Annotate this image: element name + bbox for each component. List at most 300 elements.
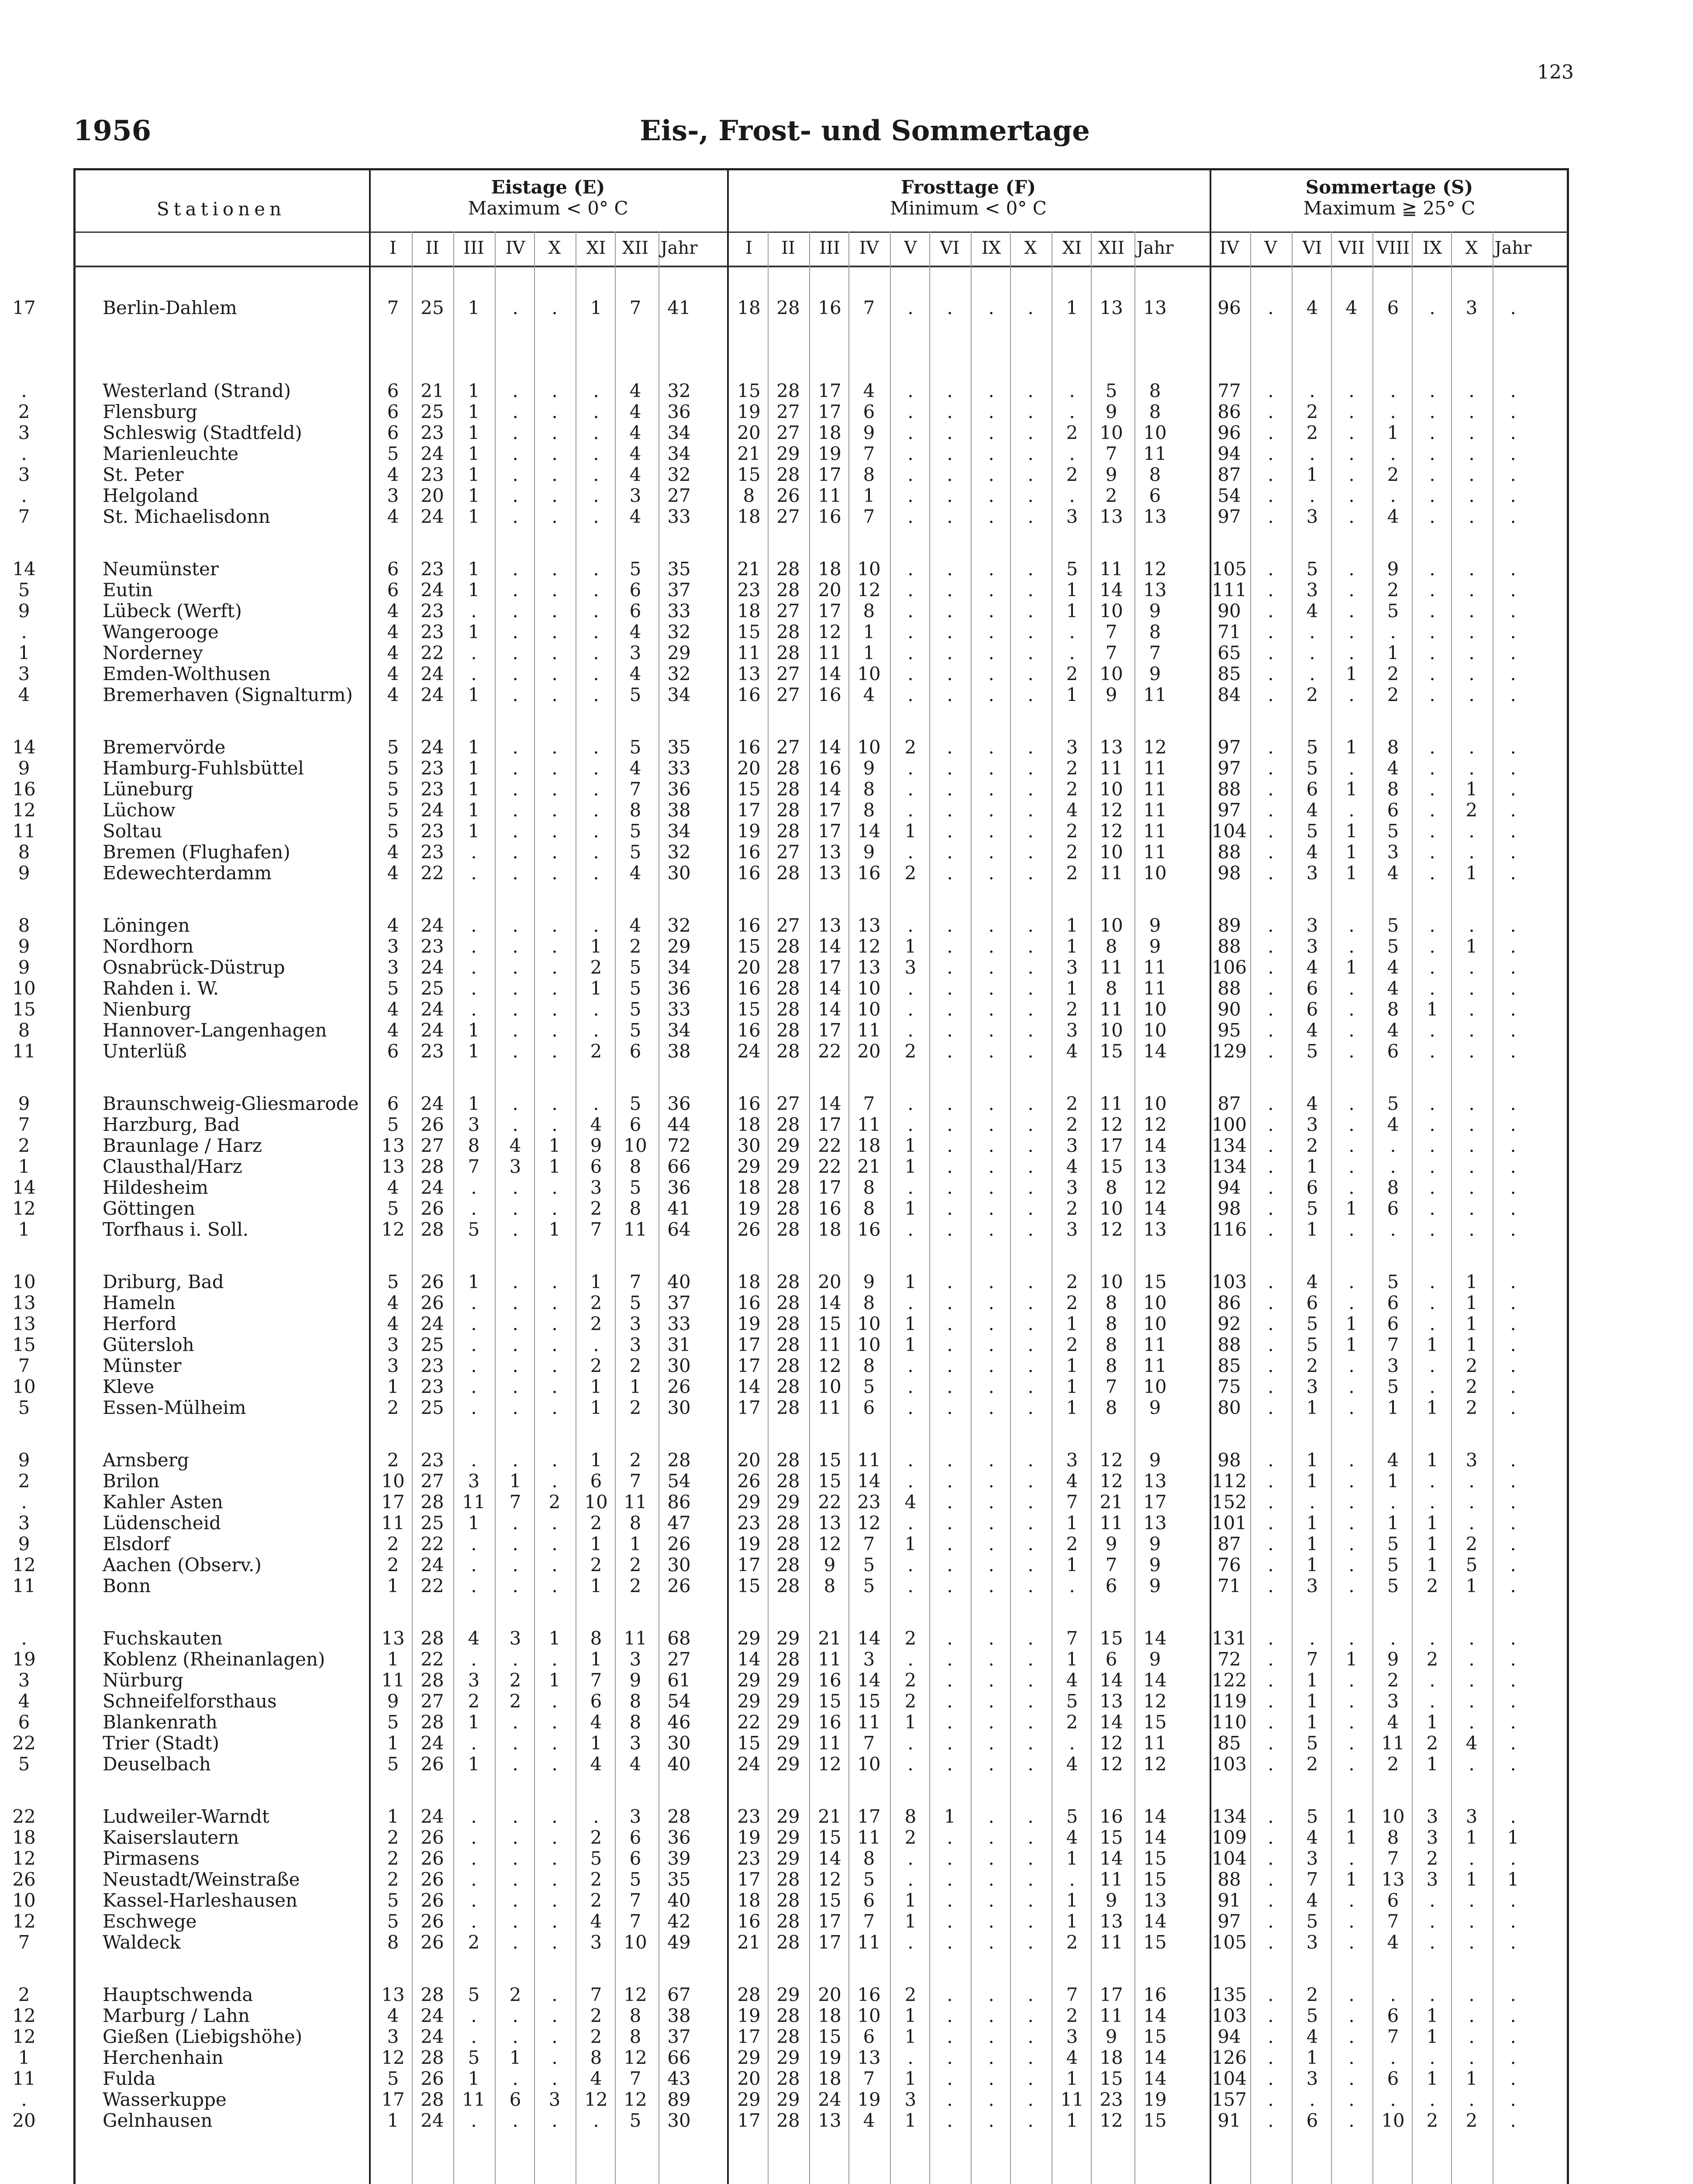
table-cell: 11 [857,1932,881,1953]
table-cell: 1 [468,757,480,779]
table-cell: 13 [1100,1911,1123,1932]
table-cell: 8 [863,1292,875,1313]
table-cell: 97 [1217,799,1241,821]
station-name: Nienburg [103,999,191,1020]
table-cell: 72 [1217,1648,1241,1670]
table-cell: 10 [857,2005,881,2026]
table-cell: . [1268,1019,1274,1041]
table-cell: 8 [1105,1397,1117,1418]
table-cell: . [593,663,599,684]
table-cell: 24 [421,2005,444,2026]
table-cell: 14 [1143,1827,1167,1848]
table-cell: . [1348,1669,1355,1691]
table-cell: 1 [590,1648,602,1670]
table-cell: . [988,936,994,957]
table-cell: 4 [863,380,875,401]
table-cell: 10 [12,978,36,999]
table-cell: 5 [387,820,399,842]
table-cell: . [1429,464,1435,485]
table-cell: . [1429,1911,1435,1932]
table-cell: . [1429,1355,1435,1376]
table-cell: 28 [421,1156,444,1177]
table-cell: . [471,1449,477,1471]
table-cell: 28 [421,1491,444,1513]
table-cell: 26 [737,1219,761,1240]
table-cell: . [907,558,914,580]
table-cell: . [512,1932,518,1953]
table-cell: 13 [1100,506,1123,527]
table-cell: 18 [1100,2047,1123,2068]
table-cell: 2 [387,1449,399,1471]
table-cell: 18 [737,297,761,318]
table-cell: 19 [737,2005,761,2026]
table-cell: . [512,1019,518,1041]
table-cell: 3 [468,1470,480,1492]
table-cell: 16 [818,1669,841,1691]
table-cell: 5 [863,1376,875,1397]
table-cell: . [512,1376,518,1397]
table-cell: . [988,2089,994,2110]
month-header: II [425,238,439,258]
table-cell: 11 [818,1648,841,1670]
table-cell: 5 [629,1019,641,1041]
table-cell: 2 [1465,1355,1478,1376]
table-cell: 14 [857,820,881,842]
table-cell: . [947,558,953,580]
table-cell: . [1348,1628,1355,1649]
table-cell: . [1510,978,1516,999]
table-cell: 1 [590,1376,602,1397]
table-cell: . [471,1890,477,1911]
table-cell: 27 [776,663,800,684]
table-cell: . [1469,464,1475,485]
month-header: IX [1422,238,1442,258]
table-cell: 12 [857,1512,881,1534]
table-cell: 122 [1211,1669,1247,1691]
table-cell: . [1348,1040,1355,1062]
group-title: Sommertage (S) [1305,176,1473,198]
table-cell: . [1429,1156,1435,1177]
table-cell: 88 [1217,1869,1241,1890]
table-cell: 11 [818,1732,841,1754]
table-cell: 8 [863,1848,875,1869]
table-cell: 2 [1465,1397,1478,1418]
table-cell: 17 [818,1932,841,1953]
table-cell: . [471,1177,477,1198]
table-cell: . [1429,663,1435,684]
table-cell: . [512,1533,518,1555]
table-cell: 29 [776,1491,800,1513]
table-cell: 5 [1306,1911,1318,1932]
table-cell: 8 [1105,978,1117,999]
table-cell: . [1429,1313,1435,1334]
table-cell: . [1028,1848,1034,1869]
table-cell: 15 [1143,2110,1167,2131]
table-cell: . [988,1292,994,1313]
table-cell: 89 [667,2089,691,2110]
table-cell: . [1429,579,1435,601]
table-cell: 9 [18,936,30,957]
table-cell: 4 [387,642,399,663]
table-cell: . [1028,1470,1034,1492]
table-cell: 5 [629,1093,641,1114]
table-cell: 4 [387,506,399,527]
table-cell: 5 [1387,915,1399,936]
table-cell: 28 [776,1554,800,1576]
month-header: I [390,238,397,258]
table-cell: 10 [12,1890,36,1911]
table-cell: 2 [904,1690,917,1712]
table-cell: . [471,1827,477,1848]
table-cell: . [1469,1491,1475,1513]
table-cell: 22 [818,1135,841,1156]
table-cell: . [1268,1827,1274,1848]
table-cell: 49 [667,1932,691,1953]
table-cell: 2 [1387,464,1399,485]
table-cell: 3 [1387,841,1399,863]
table-cell: 1 [1306,1711,1318,1733]
table-cell: 1 [590,1271,602,1292]
table-cell: 11 [1143,957,1167,978]
table-cell: 27 [421,1690,444,1712]
table-cell: . [471,862,477,884]
table-cell: 26 [12,1869,36,1890]
table-cell: 18 [737,1114,761,1135]
table-cell: 6 [1306,978,1318,999]
table-cell: . [1510,600,1516,622]
table-cell: . [1268,506,1274,527]
table-cell: 40 [667,1890,691,1911]
station-name: Essen-Mülheim [103,1397,246,1418]
table-cell: . [1028,1669,1034,1691]
table-cell: 47 [667,1512,691,1534]
table-cell: 16 [737,1911,761,1932]
table-cell: . [1469,2089,1475,2110]
table-cell: 26 [421,1890,444,1911]
table-cell: 10 [1100,778,1123,800]
table-cell: 10 [381,1470,405,1492]
table-cell: . [1028,422,1034,443]
table-cell: 25 [421,401,444,422]
table-cell: 41 [667,297,691,318]
table-cell: 13 [1100,297,1123,318]
station-name: Hannover-Langenhagen [103,1019,327,1041]
table-cell: 1 [468,621,480,643]
table-cell: 6 [387,380,399,401]
table-cell: . [512,1512,518,1534]
table-cell: 1 [1426,1753,1438,1775]
table-cell: 3 [1306,936,1318,957]
table-cell: 7 [1306,1869,1318,1890]
table-cell: . [1348,1019,1355,1041]
table-cell: . [1028,1093,1034,1114]
table-cell: . [1510,2110,1516,2131]
table-cell: 88 [1217,778,1241,800]
table-cell: 2 [1387,1753,1399,1775]
table-cell: 2 [1066,1932,1078,1953]
table-cell: . [947,936,953,957]
table-cell: . [907,915,914,936]
table-cell: 5 [1306,1732,1318,1754]
table-cell: 9 [590,1135,602,1156]
table-cell: . [552,1827,558,1848]
table-cell: . [1069,443,1075,464]
table-cell: . [1429,799,1435,821]
table-cell: . [471,600,477,622]
table-cell: . [907,1470,914,1492]
month-header: X [1465,238,1478,258]
table-cell: . [1510,820,1516,842]
table-cell: . [1429,621,1435,643]
table-cell: 28 [776,757,800,779]
table-cell: . [988,1575,994,1597]
table-cell: 28 [421,2089,444,2110]
table-cell: 12 [12,1911,36,1932]
table-cell: 3 [1066,957,1078,978]
table-cell: . [947,621,953,643]
table-cell: . [907,600,914,622]
table-cell: . [1510,1114,1516,1135]
table-cell: 37 [667,2026,691,2047]
table-cell: . [1348,1397,1355,1418]
table-cell: 76 [1217,1554,1241,1576]
table-cell: . [1028,1869,1034,1890]
table-cell: . [1429,778,1435,800]
table-cell: 14 [1143,2047,1167,2068]
table-cell: 8 [590,1628,602,1649]
table-cell: . [1268,642,1274,663]
table-cell: . [1028,862,1034,884]
table-cell: . [552,1711,558,1733]
table-cell: 2 [1465,799,1478,821]
table-cell: 3 [1306,1575,1318,1597]
table-cell: 2 [904,736,917,758]
table-cell: 8 [863,600,875,622]
table-cell: 2 [1066,1093,1078,1114]
table-cell: . [947,2026,953,2047]
table-cell: 6 [1105,1575,1117,1597]
table-cell: . [907,1376,914,1397]
table-cell: 11 [381,1669,405,1691]
table-cell: 4 [590,1753,602,1775]
table-cell: . [552,957,558,978]
table-cell: . [512,799,518,821]
table-cell: . [471,915,477,936]
table-cell: . [512,1827,518,1848]
table-cell: 28 [421,1628,444,1649]
table-cell: 28 [776,936,800,957]
table-cell: 1 [863,642,875,663]
table-cell: 2 [1066,1711,1078,1733]
table-cell: 15 [818,2026,841,2047]
table-cell: . [1510,422,1516,443]
table-cell: . [947,1753,953,1775]
table-cell: 9 [18,1093,30,1114]
table-cell: . [512,422,518,443]
table-cell: . [1390,1491,1396,1513]
table-cell: . [988,579,994,601]
table-cell: . [1348,2047,1355,2068]
table-cell: 25 [421,1512,444,1534]
table-cell: 1 [468,443,480,464]
table-cell: 19 [818,2047,841,2068]
table-cell: 21 [1100,1491,1123,1513]
table-cell: 5 [1387,1376,1399,1397]
table-cell: . [1469,1040,1475,1062]
table-cell: . [1469,1848,1475,1869]
table-cell: . [1510,1334,1516,1355]
table-cell: 1 [468,297,480,318]
table-cell: . [907,799,914,821]
table-cell: 98 [1217,862,1241,884]
table-cell: 28 [421,1984,444,2005]
table-cell: 4 [629,663,641,684]
month-header: XII [622,238,649,258]
table-cell: 28 [776,1313,800,1334]
table-cell: . [988,2047,994,2068]
table-cell: . [1429,1470,1435,1492]
table-cell: 12 [1100,1114,1123,1135]
table-cell: . [512,1648,518,1670]
table-cell: 6 [1387,2005,1399,2026]
table-cell: 1 [1345,778,1358,800]
table-cell: . [1028,1376,1034,1397]
table-cell: . [1510,936,1516,957]
table-cell: 8 [18,841,30,863]
table-cell: 12 [1100,1219,1123,1240]
table-cell: 11 [12,2068,36,2089]
table-cell: 2 [468,1690,480,1712]
table-cell: . [988,1628,994,1649]
table-cell: 5 [387,2068,399,2089]
table-cell: 46 [667,1711,691,1733]
table-cell: 2 [18,1470,30,1492]
table-cell: 2 [1465,1533,1478,1555]
station-name: Elsdorf [103,1533,170,1555]
table-cell: 1 [590,297,602,318]
table-cell: 15 [1100,1040,1123,1062]
table-cell: 10 [1100,600,1123,622]
table-cell: 1 [1345,957,1358,978]
table-cell: . [1429,1292,1435,1313]
table-cell: 152 [1211,1491,1247,1513]
table-cell: . [21,443,27,464]
table-cell: . [552,1932,558,1953]
table-cell: 15 [818,1827,841,1848]
table-cell: 16 [737,841,761,863]
table-cell: . [552,558,558,580]
table-cell: . [471,1554,477,1576]
table-cell: . [471,1198,477,1219]
table-cell: 2 [590,1040,602,1062]
table-cell: . [907,1932,914,1953]
table-cell: 7 [1387,2026,1399,2047]
table-cell: . [552,1648,558,1670]
table-cell: . [1510,558,1516,580]
table-cell: 14 [818,1093,841,1114]
table-cell: 8 [18,1019,30,1041]
table-cell: . [1469,663,1475,684]
table-cell: 1 [904,2005,917,2026]
table-cell: 97 [1217,736,1241,758]
table-cell: . [1028,1177,1034,1198]
table-cell: . [907,621,914,643]
table-cell: 2 [387,1397,399,1418]
table-cell: 14 [737,1648,761,1670]
table-cell: 9 [824,1554,836,1576]
table-cell: . [1268,799,1274,821]
table-cell: . [907,422,914,443]
table-cell: 26 [421,1114,444,1135]
table-cell: 5 [387,757,399,779]
table-cell: 6 [1306,2110,1318,2131]
table-cell: . [471,978,477,999]
table-cell: 5 [1387,936,1399,957]
table-cell: 1 [1465,1575,1478,1597]
table-cell: 9 [1149,1533,1161,1555]
table-cell: 1 [1426,2068,1438,2089]
table-cell: 1 [1465,1827,1478,1848]
table-cell: . [1028,1219,1034,1240]
table-cell: 37 [667,1292,691,1313]
table-cell: 1 [904,1198,917,1219]
table-cell: 8 [1105,1292,1117,1313]
table-cell: 5 [590,1848,602,1869]
table-cell: 44 [667,1114,691,1135]
table-cell: 4 [387,841,399,863]
table-cell: 15 [737,778,761,800]
table-cell: . [988,558,994,580]
table-cell: 21 [421,380,444,401]
table-cell: 91 [1217,1890,1241,1911]
table-cell: . [512,1177,518,1198]
table-cell: 2 [904,1040,917,1062]
table-cell: . [512,1313,518,1334]
table-cell: 1 [468,380,480,401]
table-cell: 28 [776,1355,800,1376]
table-cell: . [471,1732,477,1754]
table-cell: 3 [629,1313,641,1334]
table-cell: 24 [421,736,444,758]
table-cell: 34 [667,820,691,842]
table-cell: . [1028,297,1034,318]
table-cell: 12 [1100,1470,1123,1492]
table-cell: . [552,1376,558,1397]
table-cell: 26 [667,1376,691,1397]
table-cell: 24 [421,957,444,978]
table-cell: 22 [421,642,444,663]
table-cell: 2 [1426,1575,1438,1597]
table-cell: 2 [18,1135,30,1156]
table-cell: . [947,1491,953,1513]
table-cell: . [593,642,599,663]
table-cell: 28 [776,1219,800,1240]
table-cell: 1 [1066,2110,1078,2131]
table-cell: . [947,1093,953,1114]
table-cell: 23 [421,558,444,580]
table-cell: . [1510,443,1516,464]
group-subtitle: Minimum < 0° C [890,197,1047,219]
table-cell: . [1069,1732,1075,1754]
table-cell: 1 [1066,1848,1078,1869]
table-cell: . [552,2047,558,2068]
table-cell: 28 [776,1114,800,1135]
table-cell: 11 [1143,1355,1167,1376]
table-cell: . [1429,297,1435,318]
table-cell: 1 [1345,1806,1358,1827]
table-cell: . [988,1869,994,1890]
table-cell: 109 [1211,1827,1247,1848]
